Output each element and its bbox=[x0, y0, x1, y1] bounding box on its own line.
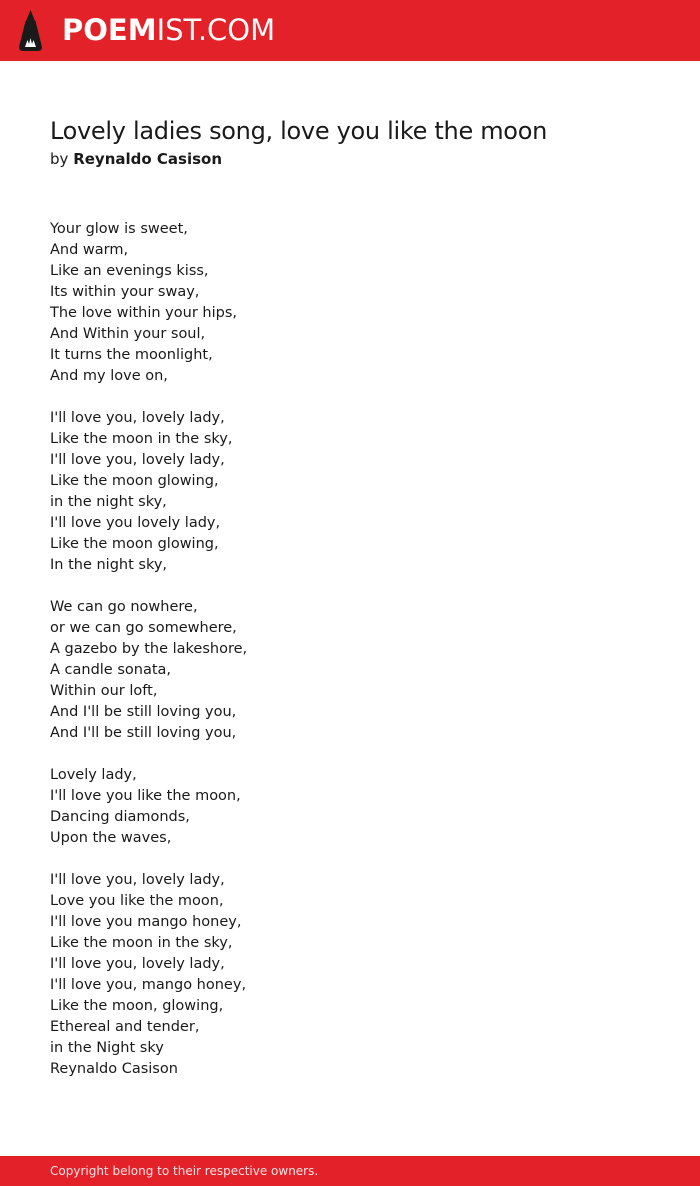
stanza bbox=[50, 597, 247, 744]
poem-line: Reynaldo Casison bbox=[50, 1061, 178, 1077]
site-logo[interactable] bbox=[62, 13, 275, 47]
poem-line: I'll love you, lovely lady, bbox=[50, 410, 225, 426]
stanza-gap bbox=[50, 387, 247, 408]
poem-line: I'll love you, mango honey, bbox=[50, 977, 247, 993]
stanza bbox=[50, 765, 247, 849]
poem-line: Dancing diamonds, bbox=[50, 809, 190, 825]
logo-text-light: IST.COM bbox=[156, 13, 276, 47]
stanza-gap bbox=[50, 576, 247, 597]
poem-line: Within our loft, bbox=[50, 683, 158, 699]
poem-line: And my love on, bbox=[50, 368, 168, 384]
pencil-icon[interactable] bbox=[18, 10, 43, 51]
poem-line: Like the moon in the sky, bbox=[50, 935, 233, 951]
poem-line: Like an evenings kiss, bbox=[50, 263, 209, 279]
poem-line: And I'll be still loving you, bbox=[50, 725, 237, 741]
stanza-gap bbox=[50, 744, 247, 765]
poem-line: A candle sonata, bbox=[50, 662, 172, 678]
poem-line: in the night sky, bbox=[50, 494, 167, 510]
poem-line: Its within your sway, bbox=[50, 284, 200, 300]
logo-text-bold: POEM bbox=[62, 13, 157, 47]
poem-line: Upon the waves, bbox=[50, 830, 172, 846]
site-footer bbox=[0, 1156, 700, 1186]
stanza bbox=[50, 408, 247, 576]
site-header bbox=[0, 0, 700, 61]
poem-line: Like the moon glowing, bbox=[50, 536, 219, 552]
poem-line: In the night sky, bbox=[50, 557, 168, 573]
poem-line: I'll love you, lovely lady, bbox=[50, 872, 225, 888]
poem-line: or we can go somewhere, bbox=[50, 620, 237, 636]
poem-line: Like the moon, glowing, bbox=[50, 998, 224, 1014]
poem-line: in the Night sky bbox=[50, 1040, 164, 1056]
poem-line: We can go nowhere, bbox=[50, 599, 198, 615]
poem-line: Your glow is sweet, bbox=[50, 221, 188, 237]
poem-line: The love within your hips, bbox=[50, 305, 237, 321]
author-name: Reynaldo Casison bbox=[73, 150, 223, 168]
poem-line: Like the moon in the sky, bbox=[50, 431, 233, 447]
poem-line: And warm, bbox=[50, 242, 129, 258]
poem-line: A gazebo by the lakeshore, bbox=[50, 641, 248, 657]
by-label: by bbox=[50, 150, 69, 168]
stanza bbox=[50, 219, 247, 387]
poem-line: And I'll be still loving you, bbox=[50, 704, 237, 720]
byline bbox=[50, 149, 222, 169]
poem-line: I'll love you mango honey, bbox=[50, 914, 242, 930]
stanza-gap bbox=[50, 849, 247, 870]
poem-line: I'll love you, lovely lady, bbox=[50, 956, 225, 972]
stanza bbox=[50, 870, 247, 1080]
poem-line: I'll love you, lovely lady, bbox=[50, 452, 225, 468]
poem-line: I'll love you lovely lady, bbox=[50, 515, 221, 531]
poem-line: Lovely lady, bbox=[50, 767, 137, 783]
poem-line: Love you like the moon, bbox=[50, 893, 224, 909]
poem-line: It turns the moonlight, bbox=[50, 347, 213, 363]
poem-line: And Within your soul, bbox=[50, 326, 206, 342]
poem-line: I'll love you like the moon, bbox=[50, 788, 241, 804]
poem-body bbox=[50, 219, 247, 1080]
poem-title: Lovely ladies song, love you like the moon bbox=[50, 117, 547, 145]
poem-line: Ethereal and tender, bbox=[50, 1019, 200, 1035]
copyright-text: Copyright belong to their respective owners. bbox=[50, 1164, 319, 1178]
poem-line: Like the moon glowing, bbox=[50, 473, 219, 489]
